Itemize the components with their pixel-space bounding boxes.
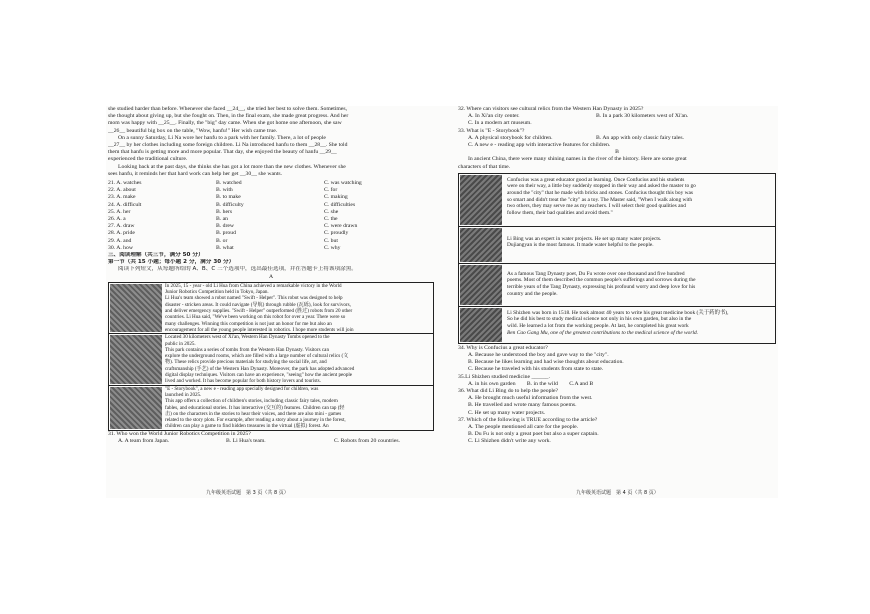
option-c: C. was watching (324, 180, 362, 187)
option-b: B. proud (216, 230, 236, 237)
passage-line: experienced the traditional culture. (108, 156, 188, 163)
passage-line: On a sunny Saturday, Li Na wore her hanfu to a park with her family. There, a lot of people (118, 134, 326, 141)
reading-a-table (108, 282, 434, 431)
li-shizhen-portrait (460, 308, 502, 342)
option-row (108, 194, 434, 201)
reading-a-row-tombs (109, 334, 433, 385)
option-a: A. A physical storybook for children. (468, 134, 553, 141)
option-a: 23. A. make (108, 194, 136, 201)
option-b: B. watched (216, 180, 242, 187)
exam-sheet (106, 106, 778, 498)
li-bing-portrait (460, 228, 502, 262)
passage-line: mom was happy with __25__. Finally, the "big" day came. When she got home one afternoon, she saw (108, 120, 342, 127)
option-a: 22. A. about (108, 187, 136, 194)
passage-line: them that hanfu is getting more and more popular. That day, she enjoyed the beauty of hanfu __29__ (108, 149, 337, 156)
right-page (458, 106, 776, 446)
option-c: C. Because he traveled with his students from state to state. (468, 366, 604, 373)
person-row-li-shizhen (459, 307, 775, 343)
section-subtitle: 第一节（共 15 小题；每小题 2 分，满分 30 分） (108, 259, 235, 266)
section-instructions: 阅读下列短文，从每题所给的 A、B、C 三个选项中，选出最佳选项，并在答题卡上将该项涂黑。 (118, 266, 357, 273)
tombs-text: Located 30 kilometers west of Xi'an, Western Han Dynasty Tombs opened to the public in 2025. This park contains a series of tombs from the Western Han Dynasty. Visitors can explore the underground rooms, which are filled with a large number of cultural relics (文 物). These relics provide precious materials for studying the social life, art, and craftsmanship (手艺) of the Western Han Dynasty. Moreover, the park has adopted advanced digital display techniques. Visitors can have an experience, "seeing" how the ancient people lived and worked. It has become popular for both history lovers and tourists. (165, 334, 355, 385)
option-a: 27. A. draw (108, 223, 135, 230)
option-c: C. why (324, 244, 341, 251)
option-a: 26. A. a (108, 216, 126, 223)
option-a: 21. A. watches (108, 180, 142, 187)
confucius-text: Confucius was a great educator good at learning. Once Confucius and his students were on their way, a little boy suddenly stopped in their way and asked the master to go around the "city" that he made with bricks and stones. Confucius thought this boy was so smart and didn't treat the "city" as a toy. The Master said, "When I walk along with two others, they may serve me as my teachers. I will select their good qualities and follow them, their bad qualities and avoid them." (507, 176, 696, 216)
person-row-du-fu (459, 264, 775, 307)
option-row (108, 238, 434, 245)
option-c: C. were drawn (324, 223, 358, 230)
question-33: 33. What is "E - Storybook"? (458, 127, 525, 134)
question-35-options: A. in his own garden B. in the wild C.A and B (468, 380, 594, 387)
du-fu-portrait (460, 265, 502, 305)
option-a: 28. A. pride (108, 230, 135, 237)
question-31-options (108, 438, 434, 445)
option-c: C. He set up many water projects. (468, 409, 546, 416)
question-33-options (458, 135, 776, 142)
intro-line: characters of that time. (458, 163, 511, 170)
option-row (108, 209, 434, 216)
cloze-options (108, 180, 434, 252)
option-c: C. for (324, 187, 338, 194)
option-b: B. Because he likes learning and had wise thoughts about education. (468, 359, 624, 366)
option-a: A. A team from Japan. (118, 437, 170, 444)
option-a: A. In Xi'an city center. (468, 113, 520, 120)
option-b: B. or (216, 237, 228, 244)
option-b: B. what (216, 244, 234, 251)
passage-line: she thought about giving up, but she fought on. Then, in the final exam, she made great progress. And her (108, 113, 349, 120)
option-b: B. An app with only classic fairy tales. (596, 134, 684, 141)
storybook-photo (110, 387, 162, 429)
question-33-option-c: C. A new e - reading app with interactive features for children. (468, 142, 611, 149)
questions-34-37 (458, 345, 776, 446)
passage-line: __26__ beautiful big box on the table, "Wow, hanfu!" Her wish came true. (108, 127, 278, 134)
passage-line: she studied harder than before. Whenever she faced __24__, she tried her best to solve them. Sometimes, (108, 106, 348, 112)
option-b: B. drew (216, 223, 235, 230)
storybook-text: "E - Storybook", a new e - reading app specially designed for children, was launched in 2025. This app offers a collection of children's stories, including classic fairy tales, modern fables, and educational stories. It has interactive (交互的) features. Children can tap (轻 击) on the characters in the stories to hear their voices, and there are also mini - games related to the story plots. For example, after reading a story about a journey in the forest, children can play a game to find hidden treasures in the virtual (虚拟) forest. An (165, 385, 346, 430)
option-b: B. with (216, 187, 233, 194)
person-row-li-bing (459, 227, 775, 264)
question-32-options (458, 113, 776, 120)
page-footer-right: 九年级英语试题 第 4 页（共 8 页） (576, 490, 659, 496)
tombs-photo (110, 335, 162, 383)
option-c: C. she (324, 208, 339, 215)
robot-photo (110, 284, 162, 332)
li-shizhen-text: Li Shizhen was born in 1518. He took almost 40 years to write his great medicine book (关于药的书), So he did his best to study medical science not only in his own garden, but also in the wild. He learned a lot from the working people. At last, he completed his great work Ben Cao Gang Mu, one of the greatest contributions to the medical science of the world. (507, 309, 729, 336)
option-a: A. The people mentioned all care for the people. (468, 424, 579, 431)
question-34: 34. Why is Confucius a great educator? (458, 344, 548, 351)
option-c: C. proudly (324, 230, 349, 237)
option-row (108, 230, 434, 237)
option-row (108, 180, 434, 187)
option-a: 29. A. and (108, 237, 132, 244)
section-title: 三、阅读理解（共三节，满分 50 分） (108, 252, 204, 259)
reading-b-table (458, 173, 776, 344)
robotics-text: In 2025, 15 - year - old Li Hua from China achieved a remarkable victory in the World Junior Robotics Competition held in Tokyo, Japan. Li Hua's team showed a robot named "Swift - Helper". This robot was designed to help disaster - stricken areas. It could navigate (导航) through rubble (瓦砾), look for survivors, and deliver emergency supplies. "Swift - Helper" outperformed (胜过) robots from 20 other countries. Li Hua said, "We've been working on this robot for over a year. There were so many challenges. Winning this competition is not just an honor for me but also an encouragement for all the young people interested in robotics. I hope more students will join (165, 282, 354, 333)
option-c: C. making (324, 194, 348, 201)
option-b: B. In a park 30 kilometers west of Xi'an. (596, 113, 689, 120)
option-b: B. hers (216, 208, 233, 215)
question-37: 37. Which of the following is TRUE according to the article? (458, 416, 598, 423)
option-b: B. Du Fu is not only a great poet but also a super captain. (468, 431, 599, 438)
option-c: C. Li Shizhen didn't write any work. (468, 438, 551, 445)
option-row (108, 202, 434, 209)
option-a: A. Because he understood the boy and gave way to the "city". (468, 352, 609, 359)
reading-a-row-robotics (109, 283, 433, 334)
question-31: 31. Who won the World Junior Robotics Competition in 2025? (108, 430, 251, 437)
person-row-confucius (459, 174, 775, 227)
option-c: C. the (324, 216, 338, 223)
option-a: 30. A. how (108, 244, 133, 251)
question-36: 36. What did Li Bing do to help the people? (458, 388, 559, 395)
reading-a-row-storybook (109, 386, 433, 430)
option-row (108, 216, 434, 223)
option-b: B. difficulty (216, 201, 244, 208)
intro-line: In ancient China, there were many shining names in the river of the history. Here are some great (468, 156, 687, 163)
passage-label: B (615, 149, 619, 156)
question-32: 32. Where can visitors see cultural relics from the Western Han Dynasty in 2025? (458, 106, 644, 112)
option-b: B. He travelled and wrote many famous poems. (468, 402, 577, 409)
confucius-portrait (460, 175, 502, 225)
option-row (108, 245, 434, 252)
du-fu-text: As a famous Tang Dynasty poet, Du Fu wrote over one thousand and five hundred poems. Most of them described the common people's sufferings and sorrows during the terrible years of the Tang Dynasty, expressing his profound worry and deep love for his country and the people. (507, 270, 696, 297)
question-35: 35.Li Shizhen studied medicine ______. (458, 373, 550, 380)
option-b: B. Li Hua's team. (226, 437, 266, 444)
option-a: 24. A. difficult (108, 201, 142, 208)
option-b: B. an (216, 216, 229, 223)
option-row (108, 223, 434, 230)
li-bing-text: Li Bing was an expert in water projects. He set up many water projects. Dujiangyan is the most famous. It made water helpful to the people. (507, 235, 662, 249)
option-c: C. Robots from 20 countries. (334, 437, 401, 444)
option-a: 25. A. her (108, 208, 131, 215)
option-c: C. but (324, 237, 338, 244)
left-page (108, 106, 434, 445)
passage-line: __27__ by her clothes including some foreign children. Li Na introduced hanfu to them __28__. She told (108, 142, 348, 149)
option-b: B. to make (216, 194, 241, 201)
option-row (108, 187, 434, 194)
option-c: C. difficulties (324, 201, 356, 208)
passage-line: sees hanfu, it reminds her that hard work can help her get __30__ she wants. (108, 170, 283, 177)
option-a: A. He brought much useful information from the west. (468, 395, 593, 402)
passage-line: Looking back at the past days, she thinks she has got a lot more than the new clothes. Whenever she (118, 163, 346, 170)
question-32-option-c: C. In a modern art museum. (468, 120, 532, 127)
passage-label: A (268, 273, 274, 280)
page-footer-left: 九年级英语试题 第 3 页（共 8 页） (206, 490, 289, 496)
